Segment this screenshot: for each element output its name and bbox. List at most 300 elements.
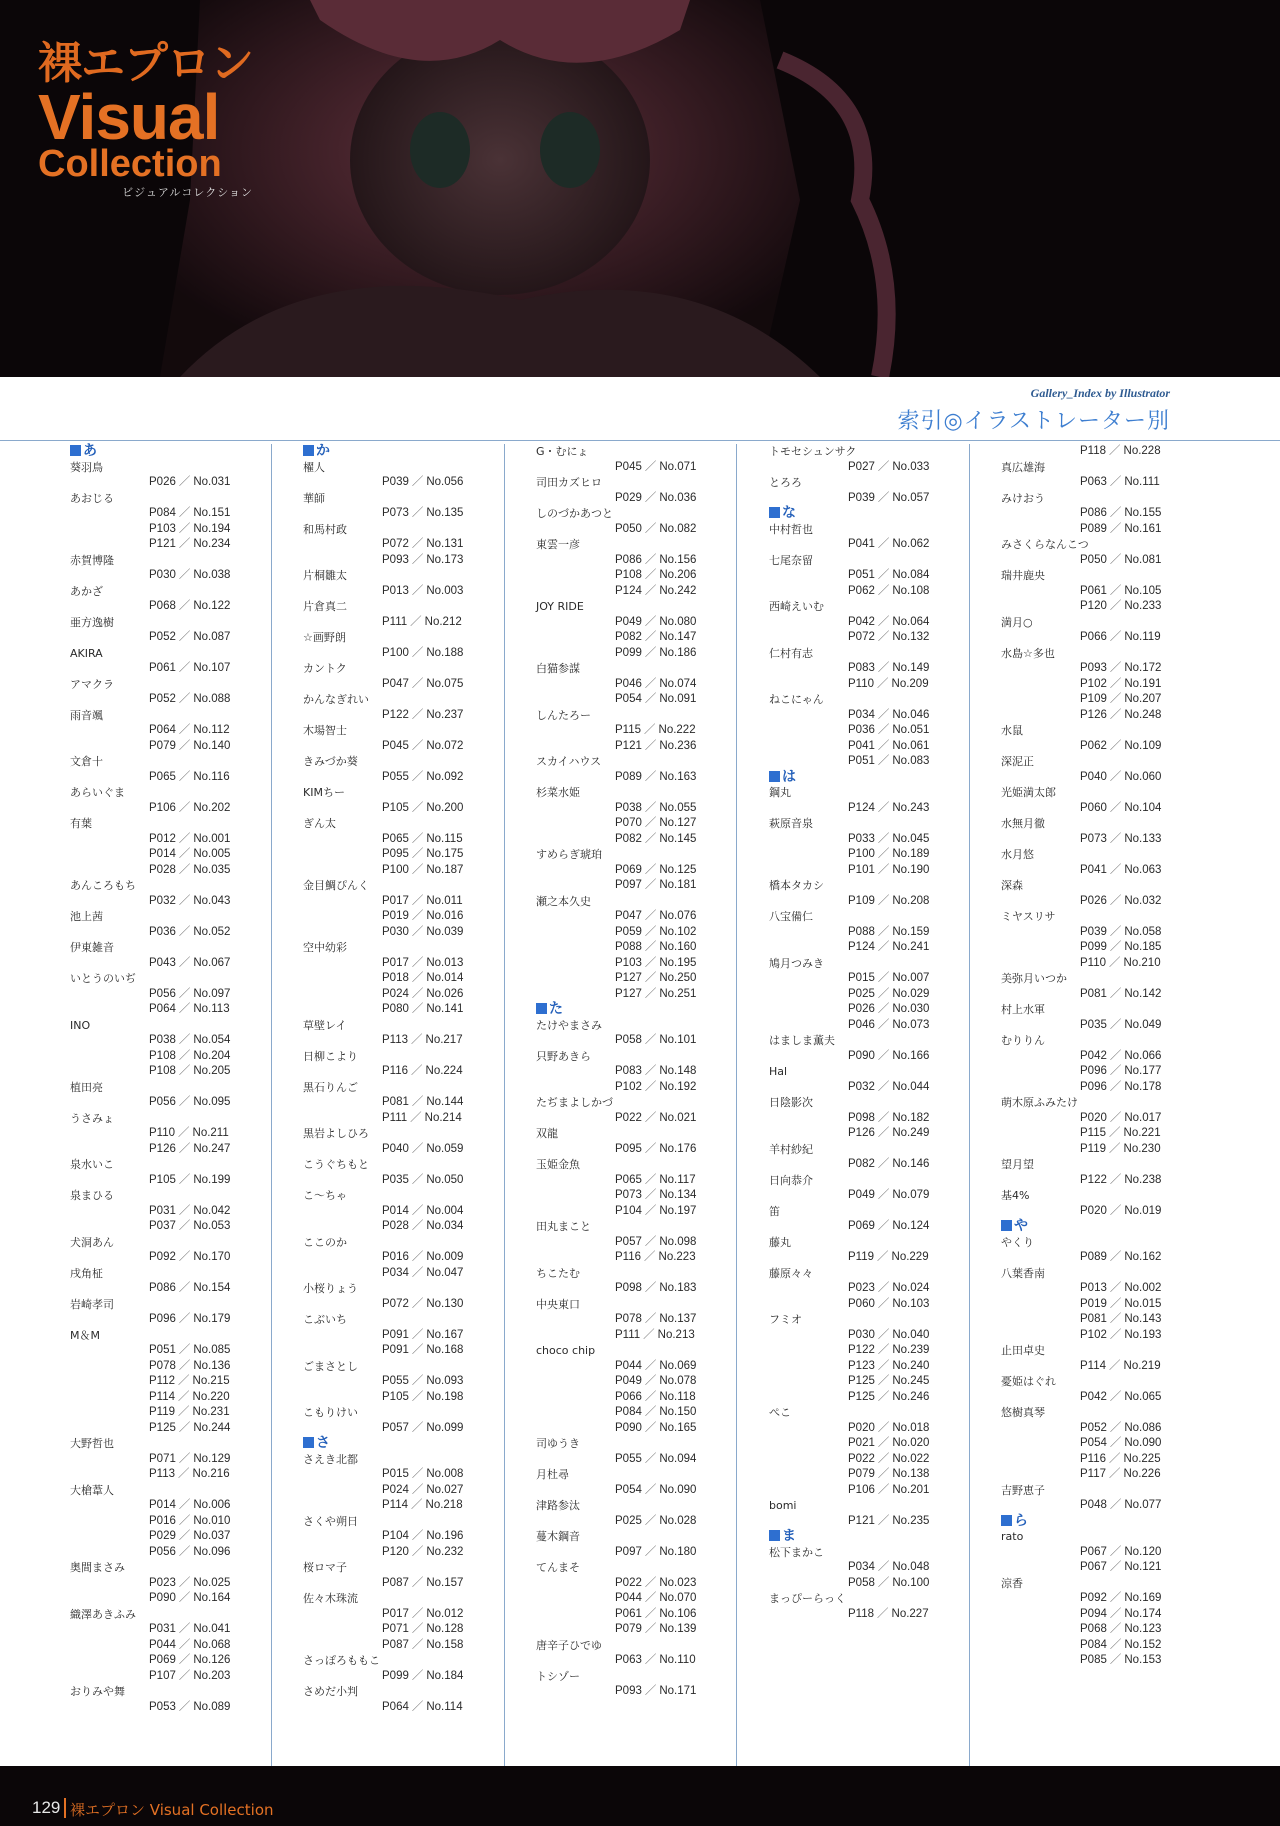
- illustration-number: No.045: [892, 832, 930, 845]
- page-entry: [382, 1700, 467, 1716]
- page-entry: [149, 1622, 234, 1638]
- illustration-number: No.251: [659, 987, 697, 1000]
- slash-separator: ／: [1109, 1561, 1122, 1573]
- page-entry: [848, 987, 933, 1003]
- illustrator-name: ねこにゃん: [769, 693, 824, 706]
- illustration-number: No.250: [659, 972, 697, 984]
- illustration-number: No.093: [426, 1375, 464, 1387]
- illustrator-name: アマクラ: [70, 677, 114, 691]
- slash-separator: ／: [1109, 693, 1122, 705]
- slash-separator: ／: [877, 1468, 890, 1480]
- page-ref: P083: [615, 1065, 642, 1077]
- illustration-number: No.066: [1124, 1049, 1162, 1062]
- illustrator-name: たぢまよしかづ: [536, 1096, 613, 1109]
- page-entry: [1080, 894, 1165, 910]
- slash-separator: ／: [644, 1685, 657, 1697]
- slash-separator: ／: [178, 956, 191, 969]
- page-entry: [848, 491, 933, 507]
- illustrator-name: まっぴーらっく: [769, 1592, 846, 1605]
- illustrator-name: みさくらなんこつ: [1001, 538, 1089, 551]
- illustrator-name: こうぐちもと: [303, 1158, 369, 1171]
- slash-separator: ／: [644, 1313, 657, 1325]
- illustration-number: No.110: [659, 1654, 696, 1666]
- illustration-number: No.190: [892, 863, 930, 876]
- illustrator-name: 空中幼彩: [303, 941, 347, 954]
- illustration-number: No.214: [424, 1111, 462, 1124]
- slash-separator: ／: [178, 1592, 191, 1604]
- page-entry: [382, 1095, 467, 1111]
- illustration-number: No.179: [193, 1313, 231, 1325]
- illustrator-name: みけおう: [1001, 491, 1045, 505]
- illustration-number: No.149: [892, 662, 930, 674]
- footer-separator: [64, 1798, 66, 1818]
- slash-separator: ／: [178, 801, 191, 814]
- page-entry: [615, 1359, 700, 1375]
- illustrator-name: 吉野恵子: [1001, 1483, 1045, 1497]
- page-ref: P100: [382, 646, 409, 659]
- slash-separator: ／: [644, 1189, 657, 1201]
- page-ref: P026: [848, 1003, 875, 1015]
- illustration-number: No.087: [193, 631, 231, 643]
- page-entry: [382, 1064, 467, 1080]
- page-ref: P103: [615, 956, 642, 969]
- page-entry: [848, 1281, 933, 1297]
- slash-separator: ／: [178, 1173, 191, 1186]
- illustration-number: No.033: [892, 460, 930, 473]
- illustrator-name: てんまそ: [536, 1561, 580, 1574]
- slash-separator: ／: [877, 1328, 890, 1341]
- page-ref: P049: [615, 615, 642, 628]
- slash-separator: ／: [1109, 1018, 1122, 1031]
- slash-separator: ／: [178, 1700, 191, 1713]
- page-ref: P070: [615, 817, 642, 829]
- slash-separator: ／: [1109, 1607, 1122, 1620]
- page-ref: P057: [615, 1235, 642, 1248]
- slash-separator: ／: [1109, 801, 1122, 814]
- illustrator-name: G・むにょ: [536, 445, 589, 458]
- page-entry: [382, 925, 467, 941]
- slash-separator: ／: [877, 894, 890, 907]
- page-entry: [848, 723, 933, 739]
- illustrator-name: ☆画野朗: [303, 631, 346, 644]
- page-entry: [615, 1405, 700, 1421]
- page-ref: P030: [848, 1328, 875, 1341]
- slash-separator: ／: [877, 538, 890, 550]
- page-ref: P067: [1080, 1561, 1107, 1573]
- illustration-number: No.223: [658, 1251, 696, 1263]
- illustrator-name: ぺこ: [769, 1406, 791, 1419]
- page-ref: P113: [382, 1034, 409, 1046]
- page-ref: P096: [1080, 1065, 1107, 1077]
- page-entry: [615, 1281, 700, 1297]
- page-ref: P051: [848, 755, 875, 767]
- slash-separator: ／: [178, 569, 191, 581]
- illustrator-name: 真広雄海: [1001, 460, 1045, 474]
- illustrator-name: 司ゆうき: [536, 1437, 580, 1450]
- illustration-number: No.174: [1124, 1607, 1162, 1620]
- page-entry: [615, 739, 700, 755]
- page-entry: [1080, 1111, 1165, 1127]
- slash-separator: ／: [644, 1607, 657, 1620]
- illustration-number: No.030: [892, 1003, 930, 1015]
- slash-separator: ／: [1109, 522, 1122, 535]
- page-ref: P092: [1080, 1592, 1107, 1604]
- illustrator-name: しのづかあつと: [536, 507, 613, 520]
- page-ref: P090: [615, 1421, 642, 1434]
- page-entry: [1080, 661, 1165, 677]
- page-entry: [382, 1374, 467, 1390]
- page-ref: P066: [615, 1390, 642, 1403]
- page-ref: P078: [149, 1359, 176, 1372]
- illustrator-name: 唐辛子ひでゆ: [536, 1638, 602, 1652]
- illustration-number: No.018: [892, 1421, 930, 1434]
- slash-separator: ／: [178, 1514, 191, 1527]
- slash-separator: ／: [1109, 445, 1121, 457]
- slash-separator: ／: [411, 1607, 424, 1620]
- slash-separator: ／: [877, 1483, 890, 1496]
- slash-separator: ／: [1109, 1421, 1122, 1434]
- slash-separator: ／: [1109, 1468, 1121, 1480]
- illustration-number: No.052: [193, 925, 231, 938]
- page-entry: [1080, 925, 1165, 941]
- page-ref: P052: [149, 693, 176, 705]
- illustration-number: No.098: [659, 1235, 697, 1248]
- page-ref: P121: [149, 538, 176, 550]
- slash-separator: ／: [1109, 770, 1122, 783]
- illustration-number: No.072: [426, 739, 464, 752]
- page-ref: P042: [1080, 1049, 1107, 1062]
- page-entry: [615, 956, 700, 972]
- page-ref: P110: [1080, 956, 1107, 969]
- illustrator-name: 伊東雑音: [70, 941, 114, 954]
- page-ref: P029: [149, 1530, 176, 1542]
- page-entry: [382, 863, 467, 879]
- page-entry: [149, 987, 234, 1003]
- page-ref: P095: [382, 848, 409, 860]
- page-ref: P093: [615, 1685, 642, 1697]
- illustration-number: No.042: [193, 1204, 231, 1217]
- illustration-number: No.071: [659, 460, 697, 473]
- illustration-number: No.009: [426, 1251, 464, 1263]
- page-entry: [1080, 1591, 1165, 1607]
- slash-separator: ／: [411, 1468, 424, 1480]
- page-ref: P051: [149, 1344, 176, 1356]
- slash-separator: ／: [178, 1065, 191, 1077]
- illustration-number: No.152: [1124, 1638, 1162, 1651]
- page-ref: P055: [382, 770, 409, 783]
- page-ref: P034: [848, 1561, 875, 1573]
- illustration-number: No.247: [193, 1142, 231, 1155]
- illustration-number: No.195: [659, 956, 697, 969]
- illustration-number: No.156: [659, 553, 697, 566]
- illustrator-name: 津路参汰: [536, 1499, 580, 1512]
- page-ref: P022: [615, 1576, 642, 1589]
- illustration-number: No.180: [659, 1545, 697, 1558]
- page-entry: [615, 1204, 700, 1220]
- kana-section-header: [303, 444, 467, 460]
- illustration-number: No.092: [426, 770, 464, 783]
- illustration-number: No.186: [659, 646, 697, 659]
- page-entry: [848, 1188, 933, 1204]
- illustration-number: No.109: [1124, 739, 1162, 752]
- illustrator-name: 大野哲也: [70, 1437, 114, 1450]
- slash-separator: ／: [411, 584, 424, 597]
- slash-separator: ／: [178, 1344, 191, 1356]
- illustration-number: No.151: [193, 507, 231, 519]
- illustrator-name: 水島☆多也: [1001, 646, 1055, 660]
- slash-separator: ／: [410, 615, 422, 628]
- illustration-number: No.141: [426, 1003, 464, 1015]
- page-ref: P125: [848, 1390, 875, 1403]
- section-label: か: [316, 443, 330, 459]
- page-entry: [615, 1607, 700, 1623]
- page-ref: P085: [1080, 1654, 1107, 1666]
- page-entry: [615, 491, 700, 507]
- page-entry: [382, 475, 467, 491]
- illustration-number: No.237: [426, 708, 464, 721]
- page-entry: [149, 1591, 234, 1607]
- page-entry: [848, 1514, 933, 1530]
- illustration-number: No.025: [193, 1576, 231, 1589]
- slash-separator: ／: [178, 538, 191, 550]
- illustration-number: No.121: [1124, 1561, 1162, 1573]
- page-entry: [1080, 770, 1165, 786]
- illustration-number: No.165: [659, 1421, 697, 1434]
- illustrator-name: さめだ小判: [303, 1685, 358, 1698]
- slash-separator: ／: [644, 1065, 657, 1077]
- illustration-number: No.113: [193, 1003, 230, 1015]
- illustration-number: No.167: [426, 1328, 464, 1341]
- illustrator-name: 黒岩よしひろ: [303, 1127, 369, 1140]
- slash-separator: ／: [644, 972, 657, 984]
- page-entry: [1080, 599, 1165, 615]
- slash-separator: ／: [877, 1561, 890, 1573]
- page-entry: [1080, 708, 1165, 724]
- page-ref: P096: [149, 1313, 176, 1325]
- page-entry: [615, 1390, 700, 1406]
- slash-separator: ／: [1109, 1654, 1122, 1666]
- illustrator-name: 植田亮: [70, 1080, 103, 1094]
- slash-separator: ／: [644, 801, 657, 814]
- page-ref: P031: [149, 1623, 176, 1635]
- page-entry: [382, 1204, 467, 1220]
- kana-section-header: [536, 1002, 700, 1018]
- page-entry: [149, 1653, 234, 1669]
- slash-separator: ／: [877, 631, 890, 643]
- kana-section-header: [769, 506, 933, 522]
- page-entry: [615, 816, 700, 832]
- illustrator-name: きみづか葵: [303, 755, 358, 768]
- page-entry: [149, 1204, 234, 1220]
- slash-separator: ／: [877, 1421, 890, 1434]
- illustration-number: No.189: [892, 848, 930, 860]
- illustration-number: No.096: [193, 1545, 231, 1558]
- slash-separator: ／: [411, 1251, 424, 1263]
- illustration-number: No.193: [1124, 1328, 1162, 1341]
- page-ref: P044: [615, 1592, 642, 1604]
- illustrator-name: 美弥月いつか: [1001, 972, 1067, 985]
- page-entry: [615, 1111, 700, 1127]
- page-entry: [848, 1297, 933, 1313]
- illustration-number: No.197: [659, 1204, 697, 1217]
- illustration-number: No.106: [659, 1607, 697, 1620]
- page-entry: [1080, 1142, 1165, 1158]
- page-entry: [615, 971, 700, 987]
- page-entry: [1080, 1359, 1165, 1375]
- page-entry: [1080, 863, 1165, 879]
- slash-separator: ／: [877, 1018, 890, 1031]
- illustration-number: No.032: [1124, 894, 1162, 907]
- page-ref: P111: [615, 1328, 641, 1341]
- slash-separator: ／: [644, 584, 657, 597]
- page-entry: [615, 863, 700, 879]
- page-entry: [615, 646, 700, 662]
- page-entry: [615, 909, 700, 925]
- page-ref: P069: [149, 1654, 176, 1666]
- illustration-number: No.230: [1123, 1142, 1161, 1155]
- page-entry: [1080, 1607, 1165, 1623]
- page-entry: [615, 1653, 700, 1669]
- slash-separator: ／: [877, 724, 890, 736]
- illustrator-name: ここのか: [303, 1235, 347, 1249]
- illustrator-name: 華師: [303, 491, 325, 505]
- page-ref: P068: [1080, 1623, 1107, 1635]
- slash-separator: ／: [877, 569, 890, 581]
- page-ref: P020: [1080, 1204, 1107, 1217]
- slash-separator: ／: [644, 1592, 657, 1604]
- slash-separator: ／: [411, 1638, 424, 1651]
- page-ref: P040: [382, 1142, 409, 1155]
- illustration-number: No.176: [659, 1142, 697, 1155]
- page-ref: P124: [848, 941, 875, 953]
- page-entry: [615, 1545, 700, 1561]
- page-entry: [615, 522, 700, 538]
- illustration-number: No.035: [193, 863, 231, 876]
- illustration-number: No.224: [425, 1065, 463, 1077]
- illustrator-name: 中央東口: [536, 1297, 580, 1311]
- slash-separator: ／: [411, 987, 424, 1000]
- illustration-number: No.084: [892, 569, 930, 581]
- page-ref: P127: [615, 972, 642, 984]
- page-ref: P062: [1080, 739, 1107, 752]
- page-entry: [149, 1281, 234, 1297]
- page-entry: [149, 863, 234, 879]
- slash-separator: ／: [877, 1003, 890, 1015]
- slash-separator: ／: [644, 925, 657, 938]
- page-entry: [848, 630, 933, 646]
- illustration-number: No.119: [1124, 631, 1161, 643]
- page-ref: P082: [848, 1158, 875, 1170]
- page-ref: P072: [848, 631, 875, 643]
- section-label: さ: [316, 1435, 330, 1451]
- page-ref: P028: [382, 1220, 409, 1232]
- illustrator-name: 白猫参謀: [536, 662, 580, 675]
- illustrator-name: こぶいち: [303, 1313, 347, 1326]
- illustrator-name: 西崎えいむ: [769, 600, 824, 613]
- illustration-number: No.090: [659, 1483, 697, 1496]
- slash-separator: ／: [643, 1328, 655, 1341]
- illustration-number: No.147: [659, 631, 697, 643]
- page-ref: P032: [149, 894, 176, 907]
- page-ref: P119: [848, 1251, 875, 1263]
- illustrator-name: 織澤あきふみ: [70, 1607, 136, 1621]
- page-ref: P028: [149, 863, 176, 876]
- page-ref: P014: [149, 1499, 176, 1511]
- slash-separator: ／: [178, 848, 191, 860]
- illustrator-name: 岩崎孝司: [70, 1297, 114, 1311]
- page-ref: P119: [1080, 1142, 1107, 1155]
- slash-separator: ／: [644, 553, 657, 566]
- slash-separator: ／: [410, 1111, 422, 1124]
- page-ref: P118: [848, 1607, 875, 1620]
- illustrator-name: 金目鯛ぴんく: [303, 879, 369, 892]
- page-ref: P065: [615, 1173, 642, 1186]
- illustrator-name: 深泥正: [1001, 755, 1034, 768]
- illustrator-name: 萌木原ふみたけ: [1001, 1096, 1078, 1109]
- page-entry: [382, 1219, 467, 1235]
- illustration-number: No.094: [659, 1452, 697, 1465]
- illustrator-name: 東雲一彦: [536, 538, 580, 551]
- page-ref: P126: [848, 1127, 875, 1139]
- page-ref: P035: [1080, 1018, 1107, 1031]
- page-ref: P084: [149, 507, 176, 519]
- illustration-number: No.054: [193, 1034, 231, 1046]
- illustrator-name: 葵羽鳥: [70, 460, 103, 474]
- illustrator-name: 日陰影次: [769, 1096, 813, 1109]
- slash-separator: ／: [411, 1003, 424, 1015]
- slash-separator: ／: [1109, 1297, 1122, 1310]
- page-ref: P106: [149, 801, 176, 814]
- slash-separator: ／: [1109, 1328, 1122, 1341]
- page-ref: P081: [382, 1096, 409, 1108]
- illustrator-name: ごまさとし: [303, 1359, 358, 1373]
- page-ref: P042: [1080, 1390, 1107, 1403]
- illustrator-name: おりみや舞: [70, 1685, 125, 1698]
- illustration-number: No.238: [1124, 1173, 1162, 1186]
- page-ref: P039: [382, 476, 409, 488]
- kana-section-header: [769, 1529, 933, 1545]
- illustration-number: No.163: [659, 770, 697, 783]
- page-entry: [149, 1064, 234, 1080]
- page-ref: P107: [149, 1669, 176, 1682]
- illustration-number: No.136: [193, 1359, 231, 1372]
- slash-separator: ／: [178, 1251, 191, 1263]
- illustration-number: No.047: [426, 1266, 464, 1279]
- page-ref: P065: [149, 770, 176, 783]
- illustrator-name: 満月○: [1001, 615, 1033, 629]
- illustration-number: No.218: [425, 1499, 463, 1511]
- slash-separator: ／: [411, 1499, 423, 1511]
- page-entry: [848, 1219, 933, 1235]
- page-entry: [848, 1390, 933, 1406]
- page-ref: P015: [848, 972, 875, 984]
- page-entry: [848, 677, 933, 693]
- illustrator-name: 佐々木珠流: [303, 1592, 358, 1605]
- slash-separator: ／: [644, 677, 657, 690]
- slash-separator: ／: [877, 941, 890, 953]
- page-entry: [382, 1607, 467, 1623]
- page-entry: [149, 1529, 234, 1545]
- illustrator-name: 杉菜水姫: [536, 786, 580, 799]
- illustrator-name: あんころもち: [70, 879, 136, 892]
- page-entry: [615, 1142, 700, 1158]
- slash-separator: ／: [1109, 941, 1122, 953]
- page-entry: [149, 1390, 234, 1406]
- illustration-number: No.170: [193, 1251, 231, 1263]
- page-ref: P102: [1080, 677, 1107, 690]
- page-entry: [382, 506, 467, 522]
- page-entry: [848, 1436, 933, 1452]
